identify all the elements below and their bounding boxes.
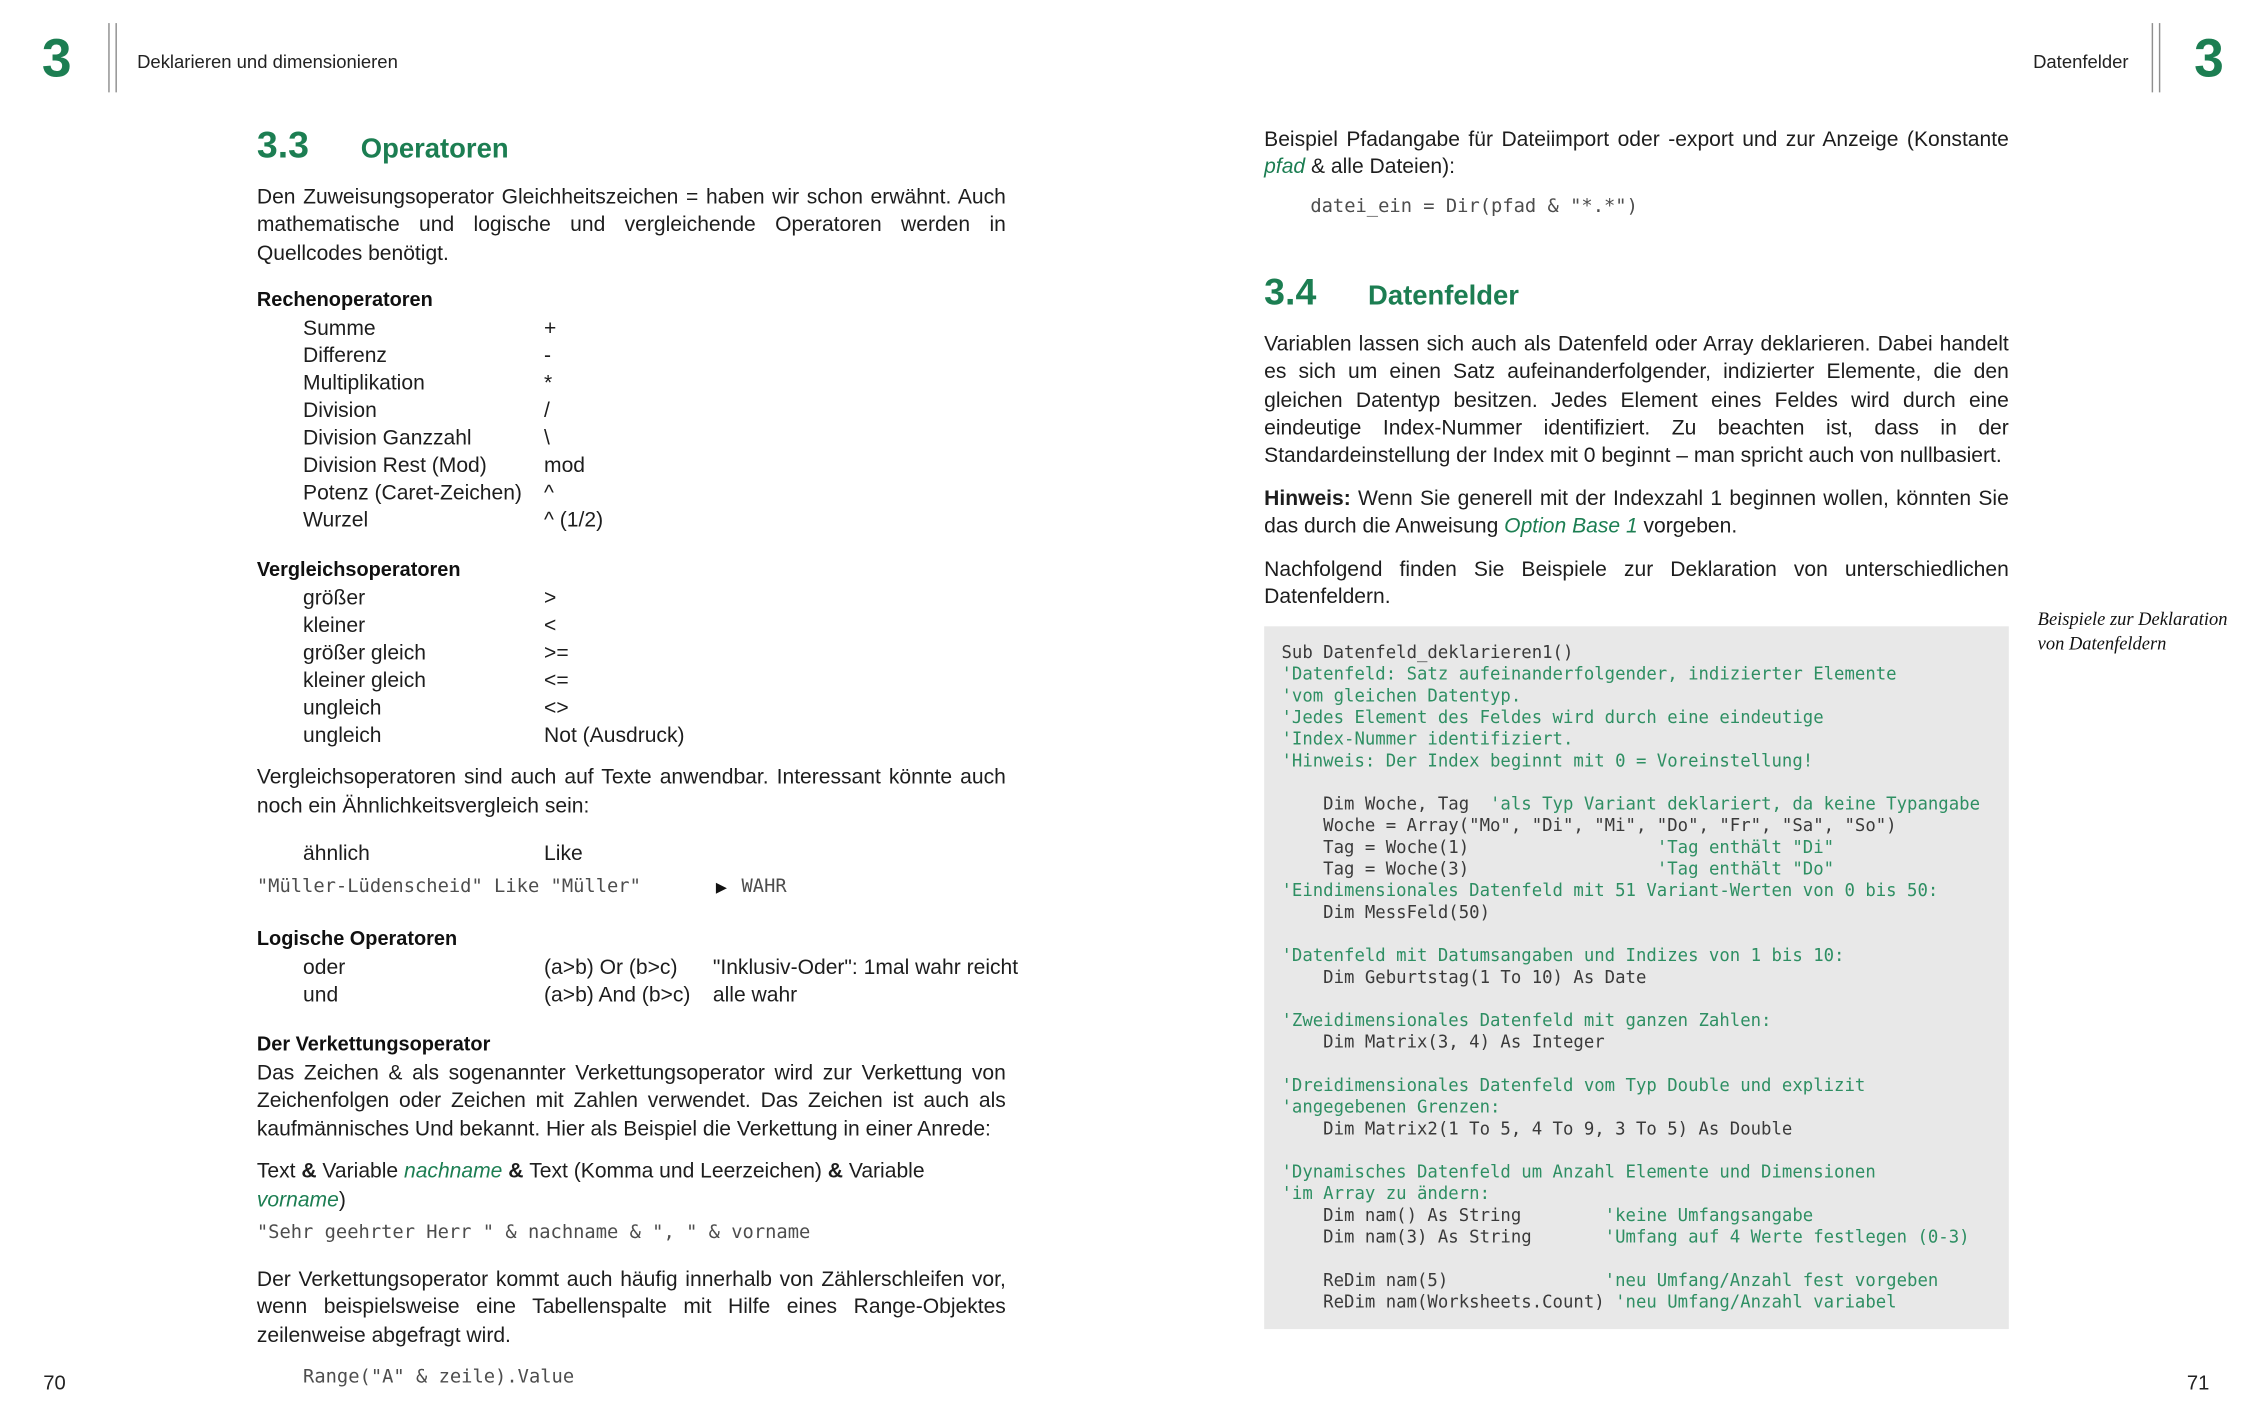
vergleichsoperatoren-table (257, 586, 1006, 751)
code-line (1281, 1097, 1991, 1119)
subheading-rechenoperatoren: Rechenoperatoren (256, 288, 433, 311)
text-segment: Variable (316, 1160, 405, 1184)
operator-label: Multiplikation (303, 372, 425, 396)
running-header-right: Datenfelder (2033, 50, 2129, 73)
subheading-vergleichsoperatoren: Vergleichsoperatoren (256, 558, 461, 581)
operator-label: ungleich (303, 724, 382, 748)
code-comment: 'Dynamisches Datenfeld um Anzahl Elemente und Dimensionen (1281, 1162, 1876, 1183)
operator-symbol: * (544, 372, 553, 396)
operator-symbol: <> (544, 697, 569, 721)
code-comment: 'als Typ Variant deklariert, da keine Typangabe (1490, 794, 1981, 815)
code-text: ReDim nam(Worksheets.Count) (1281, 1292, 1616, 1313)
operator-symbol: >= (544, 642, 569, 666)
hinweis-paragraph (1264, 486, 2009, 542)
operator-symbol: ^ (544, 482, 554, 506)
code-text: Dim Geburtstag(1 To 10) As Date (1281, 967, 1647, 988)
ampersand: & (502, 1160, 530, 1184)
variable-nachname: nachname (404, 1160, 503, 1184)
table-row (303, 344, 1006, 371)
table-row (303, 614, 1006, 641)
margin-note (2038, 608, 2233, 657)
schleifen-paragraph: Der Verkettungsoperator kommt auch häufig innerhalb von Zählerschleifen vor, wenn beispielsweise eine Tabellenspalte mit Hilfe eines Range-Objektes zeilenweise abgefragt wird. (256, 1268, 1006, 1348)
operator-symbol: Like (544, 842, 583, 866)
operator-label: kleiner (303, 615, 366, 639)
operator-symbol: <= (544, 669, 569, 694)
rechenoperatoren-table (257, 316, 1006, 535)
operator-symbol: > (544, 587, 557, 611)
text-segment: ) (338, 1188, 346, 1212)
operator-label: Division Ganzzahl (303, 427, 472, 451)
operator-label: oder (303, 956, 346, 980)
subheading-logische-operatoren: Logische Operatoren (256, 927, 458, 950)
code-comment: 'Jedes Element des Feldes wird durch eine eindeutige (1281, 707, 1824, 728)
code-comment: 'neu Umfang/Anzahl variabel (1615, 1292, 1897, 1313)
pfad-paragraph (1264, 127, 2009, 183)
code-text: Woche = Array("Mo", "Di", "Mi", "Do", "Fr", "Sa", "So") (1281, 816, 1897, 837)
code-line (1281, 946, 1991, 968)
range-code-line (257, 1363, 1006, 1392)
vergleich-note-paragraph: Vergleichsoperatoren sind auch auf Texte anwendbar. Interessant könnte auch noch ein Ähnlichkeitsvergleich sein: (256, 766, 1006, 818)
operator-symbol: / (544, 400, 550, 424)
result-arrow-icon: ▶ (715, 880, 728, 897)
code-line (1281, 838, 1991, 860)
ampersand: & (301, 1160, 317, 1184)
hinweis-label: Hinweis: (1264, 487, 1351, 511)
text-segment: Text (Komma und Leerzeichen) (529, 1160, 828, 1184)
code-text: Dim nam(3) As String (1281, 1227, 1605, 1248)
section-title: Datenfelder (1368, 281, 1519, 312)
code-text: Dim Matrix2(1 To 5, 4 To 9, 3 To 5) As Double (1281, 1119, 1793, 1140)
margin-note-line: von Datenfeldern (2037, 633, 2167, 654)
code-text: Dim Woche, Tag (1281, 794, 1491, 815)
code-comment: 'im Array zu ändern: (1281, 1184, 1491, 1205)
operator-label: Wurzel (303, 509, 369, 533)
code-line (1281, 1032, 1991, 1054)
code-line (1281, 686, 1991, 708)
operator-label: Potenz (Caret-Zeichen) (303, 482, 522, 506)
verkettung-paragraph: Das Zeichen & als sogenannter Verkettungsoperator wird zur Verkettung von Zeichenfolgen oder Zeichen mit Zahlen verwendet. Das Zeichen ist auch als kaufmännisches Und bekannt. Hier als Beispiel die Verkettung in einer Anrede: (256, 1062, 1006, 1142)
code-comment: 'Dreidimensionales Datenfeld vom Typ Double und explizit (1281, 1075, 1866, 1096)
vba-code-block (1264, 627, 2009, 1330)
code-comment: 'keine Umfangsangabe (1604, 1205, 1814, 1226)
code-line (1281, 1206, 1991, 1228)
text-segment: Variable (842, 1160, 925, 1184)
code-text: Dim Matrix(3, 4) As Integer (1281, 1032, 1605, 1053)
code-comment: 'vom gleichen Datentyp. (1281, 686, 1522, 707)
code-line (1281, 1227, 1991, 1249)
table-row (303, 371, 1006, 398)
nachfolgend-paragraph: Nachfolgend finden Sie Beispiele zur Deklaration von unterschiedlichen Datenfeldern. (1264, 557, 2009, 610)
operator-symbol: + (544, 317, 557, 341)
operator-label: kleiner gleich (303, 669, 426, 694)
code-comment: 'Hinweis: Der Index beginnt mit 0 = Voreinstellung! (1281, 751, 1814, 772)
datenfelder-intro-paragraph: Variablen lassen sich auch als Datenfeld oder Array deklarieren. Dabei handelt es sich um einen Satz aufeinanderfolgender, indizierter Elemente, die den gleichen Datentyp besitzen. Jedes Element eines Feldes wird durch eine eindeutige Index-Nummer identifiziert. Zu beachten ist, dass in der Standardeinstellung der Index mit 0 beginnt – man spricht auch von nullbasiert. (1264, 333, 2009, 469)
variable-vorname: vorname (256, 1188, 339, 1212)
anrede-schema-line (257, 1159, 1006, 1215)
code-line (1281, 989, 1991, 1011)
code-line (1281, 1184, 1991, 1206)
operator-description: "Inklusiv-Oder": 1mal wahr reicht (712, 956, 1019, 980)
code-comment: 'Tag enthält "Di" (1656, 837, 1835, 858)
operator-symbol: mod (544, 454, 586, 478)
code-comment: 'angegebenen Grenzen: (1281, 1097, 1501, 1118)
page-number-left: 70 (43, 1370, 66, 1395)
table-row (303, 983, 1006, 1010)
operator-symbol: ^ (1/2) (544, 509, 604, 533)
like-example-code (257, 872, 1006, 902)
code-text: ReDim nam(5) (1281, 1270, 1605, 1291)
code-line (1281, 1249, 1991, 1271)
right-page-content (1264, 127, 2009, 1330)
text-segment: vorgeben. (1637, 515, 1738, 539)
text-segment: Text (256, 1160, 302, 1184)
code-text: Dim nam() As String (1281, 1205, 1605, 1226)
code-comment: 'Datenfeld mit Datumsangaben und Indizes von 1 bis 10: (1281, 945, 1845, 967)
code-comment: 'Index-Nummer identifiziert. (1281, 729, 1574, 750)
operator-label: Differenz (303, 345, 387, 369)
code-line (1281, 1141, 1991, 1163)
code-line (1281, 924, 1991, 946)
code-line (1281, 665, 1991, 687)
operator-label: und (303, 984, 339, 1008)
code-line (1281, 1292, 1991, 1314)
code-line (1281, 643, 1991, 665)
table-row (303, 955, 1019, 982)
code-text: "Müller-Lüdenscheid" Like "Müller" (256, 876, 641, 898)
option-base-term: Option Base 1 (1504, 515, 1638, 539)
table-row (303, 426, 1006, 453)
code-line (1281, 1054, 1991, 1076)
left-page-content (256, 122, 1019, 1392)
header-rule-right (2152, 23, 2161, 92)
code-line (1281, 1076, 1991, 1098)
operator-label: Division Rest (Mod) (303, 454, 487, 478)
section-heading-3-4 (1264, 270, 2009, 315)
code-text: Dim MessFeld(50) (1281, 902, 1491, 923)
code-line (1281, 729, 1991, 751)
operator-label: Division (303, 400, 377, 424)
text-segment: Beispiel Pfadangabe für Dateiimport oder -export und zur Anzeige (Konstante (1264, 128, 2009, 152)
operator-symbol: \ (544, 427, 550, 451)
code-line (1281, 903, 1991, 925)
dir-code-line (1264, 192, 2009, 221)
table-row (303, 453, 1006, 480)
code-text: Sub Datenfeld_deklarieren1() (1281, 642, 1574, 664)
operator-description: alle wahr (712, 984, 798, 1008)
code-text: "Sehr geehrter Herr " & nachname & ", " & vorname (256, 1222, 811, 1245)
logische-operatoren-table (257, 955, 1019, 1010)
intro-paragraph: Den Zuweisungsoperator Gleichheitszeichen = haben wir schon erwähnt. Auch mathematische und logische und vergleichende Operatoren werden in Quellcodes benötigt. (256, 186, 1006, 266)
code-line (1281, 859, 1991, 881)
operator-symbol: < (544, 615, 557, 639)
table-row (303, 668, 1006, 695)
page-number-right: 71 (2186, 1370, 2210, 1395)
chapter-number-right: 3 (2194, 28, 2224, 89)
code-comment: 'neu Umfang/Anzahl fest vorgeben (1604, 1270, 1939, 1291)
table-row (303, 723, 1006, 750)
operator-symbol: Not (Ausdruck) (544, 724, 685, 748)
table-row (303, 696, 1006, 723)
code-text: Tag = Woche(3) (1281, 859, 1657, 880)
code-line (1281, 1011, 1991, 1033)
operator-label: größer (303, 587, 366, 611)
code-line (1281, 708, 1991, 730)
operator-label: ungleich (303, 697, 382, 721)
table-row (303, 641, 1006, 668)
text-segment: & alle Dateien): (1305, 156, 1456, 180)
operator-expression: (a>b) Or (b>c) (544, 956, 678, 980)
code-text: Range("A" & zeile).Value (303, 1367, 575, 1389)
margin-note-line: Beispiele zur Deklaration (2037, 608, 2228, 630)
code-comment: 'Datenfeld: Satz aufeinanderfolgender, indizierter Elemente (1281, 664, 1897, 685)
subheading-verkettungsoperator: Der Verkettungsoperator (256, 1033, 491, 1055)
table-row (303, 586, 1006, 613)
section-number: 3.4 (1264, 269, 1317, 313)
code-line (1281, 1271, 1991, 1293)
chapter-number-left: 3 (41, 28, 72, 89)
code-line (1281, 773, 1991, 795)
code-line (1281, 1162, 1991, 1184)
section-heading-3-3 (257, 123, 1006, 168)
anrede-code-line (257, 1218, 1006, 1247)
code-text: datei_ein = Dir(pfad & "*.*") (1310, 195, 1638, 218)
operator-label: ähnlich (303, 842, 370, 866)
constant-pfad: pfad (1264, 156, 1306, 180)
header-rule-left (108, 23, 117, 92)
code-line (1281, 816, 1991, 838)
code-line (1281, 1119, 1991, 1141)
code-comment: 'Eindimensionales Datenfeld mit 51 Variant-Werten von 0 bis 50: (1281, 880, 1939, 902)
operator-symbol: - (544, 345, 552, 369)
code-text: Tag = Woche(1) (1281, 837, 1657, 858)
section-title: Operatoren (360, 134, 509, 165)
code-line (1281, 794, 1991, 816)
table-row (303, 399, 1006, 426)
table-row (303, 316, 1006, 343)
code-line (1281, 968, 1991, 990)
section-number: 3.3 (256, 122, 310, 166)
aehnlich-row (257, 841, 1006, 868)
ampersand: & (827, 1160, 843, 1184)
table-row (303, 481, 1006, 508)
code-comment: 'Umfang auf 4 Werte festlegen (0-3) (1604, 1227, 1970, 1248)
code-result: WAHR (741, 876, 787, 898)
code-line (1281, 881, 1991, 903)
text-segment: Wenn Sie generell mit der Indexzahl 1 beginnen wollen, könnten Sie das durch die Anweisung (1264, 487, 2009, 539)
running-header-left: Deklarieren und dimensionieren (137, 50, 398, 73)
code-comment: 'Tag enthält "Do" (1656, 859, 1835, 880)
code-comment: 'Zweidimensionales Datenfeld mit ganzen Zahlen: (1281, 1010, 1772, 1032)
table-row (303, 508, 1006, 535)
code-line (1281, 751, 1991, 773)
operator-expression: (a>b) And (b>c) (544, 984, 691, 1008)
operator-label: größer gleich (303, 642, 426, 666)
operator-label: Summe (303, 317, 376, 341)
